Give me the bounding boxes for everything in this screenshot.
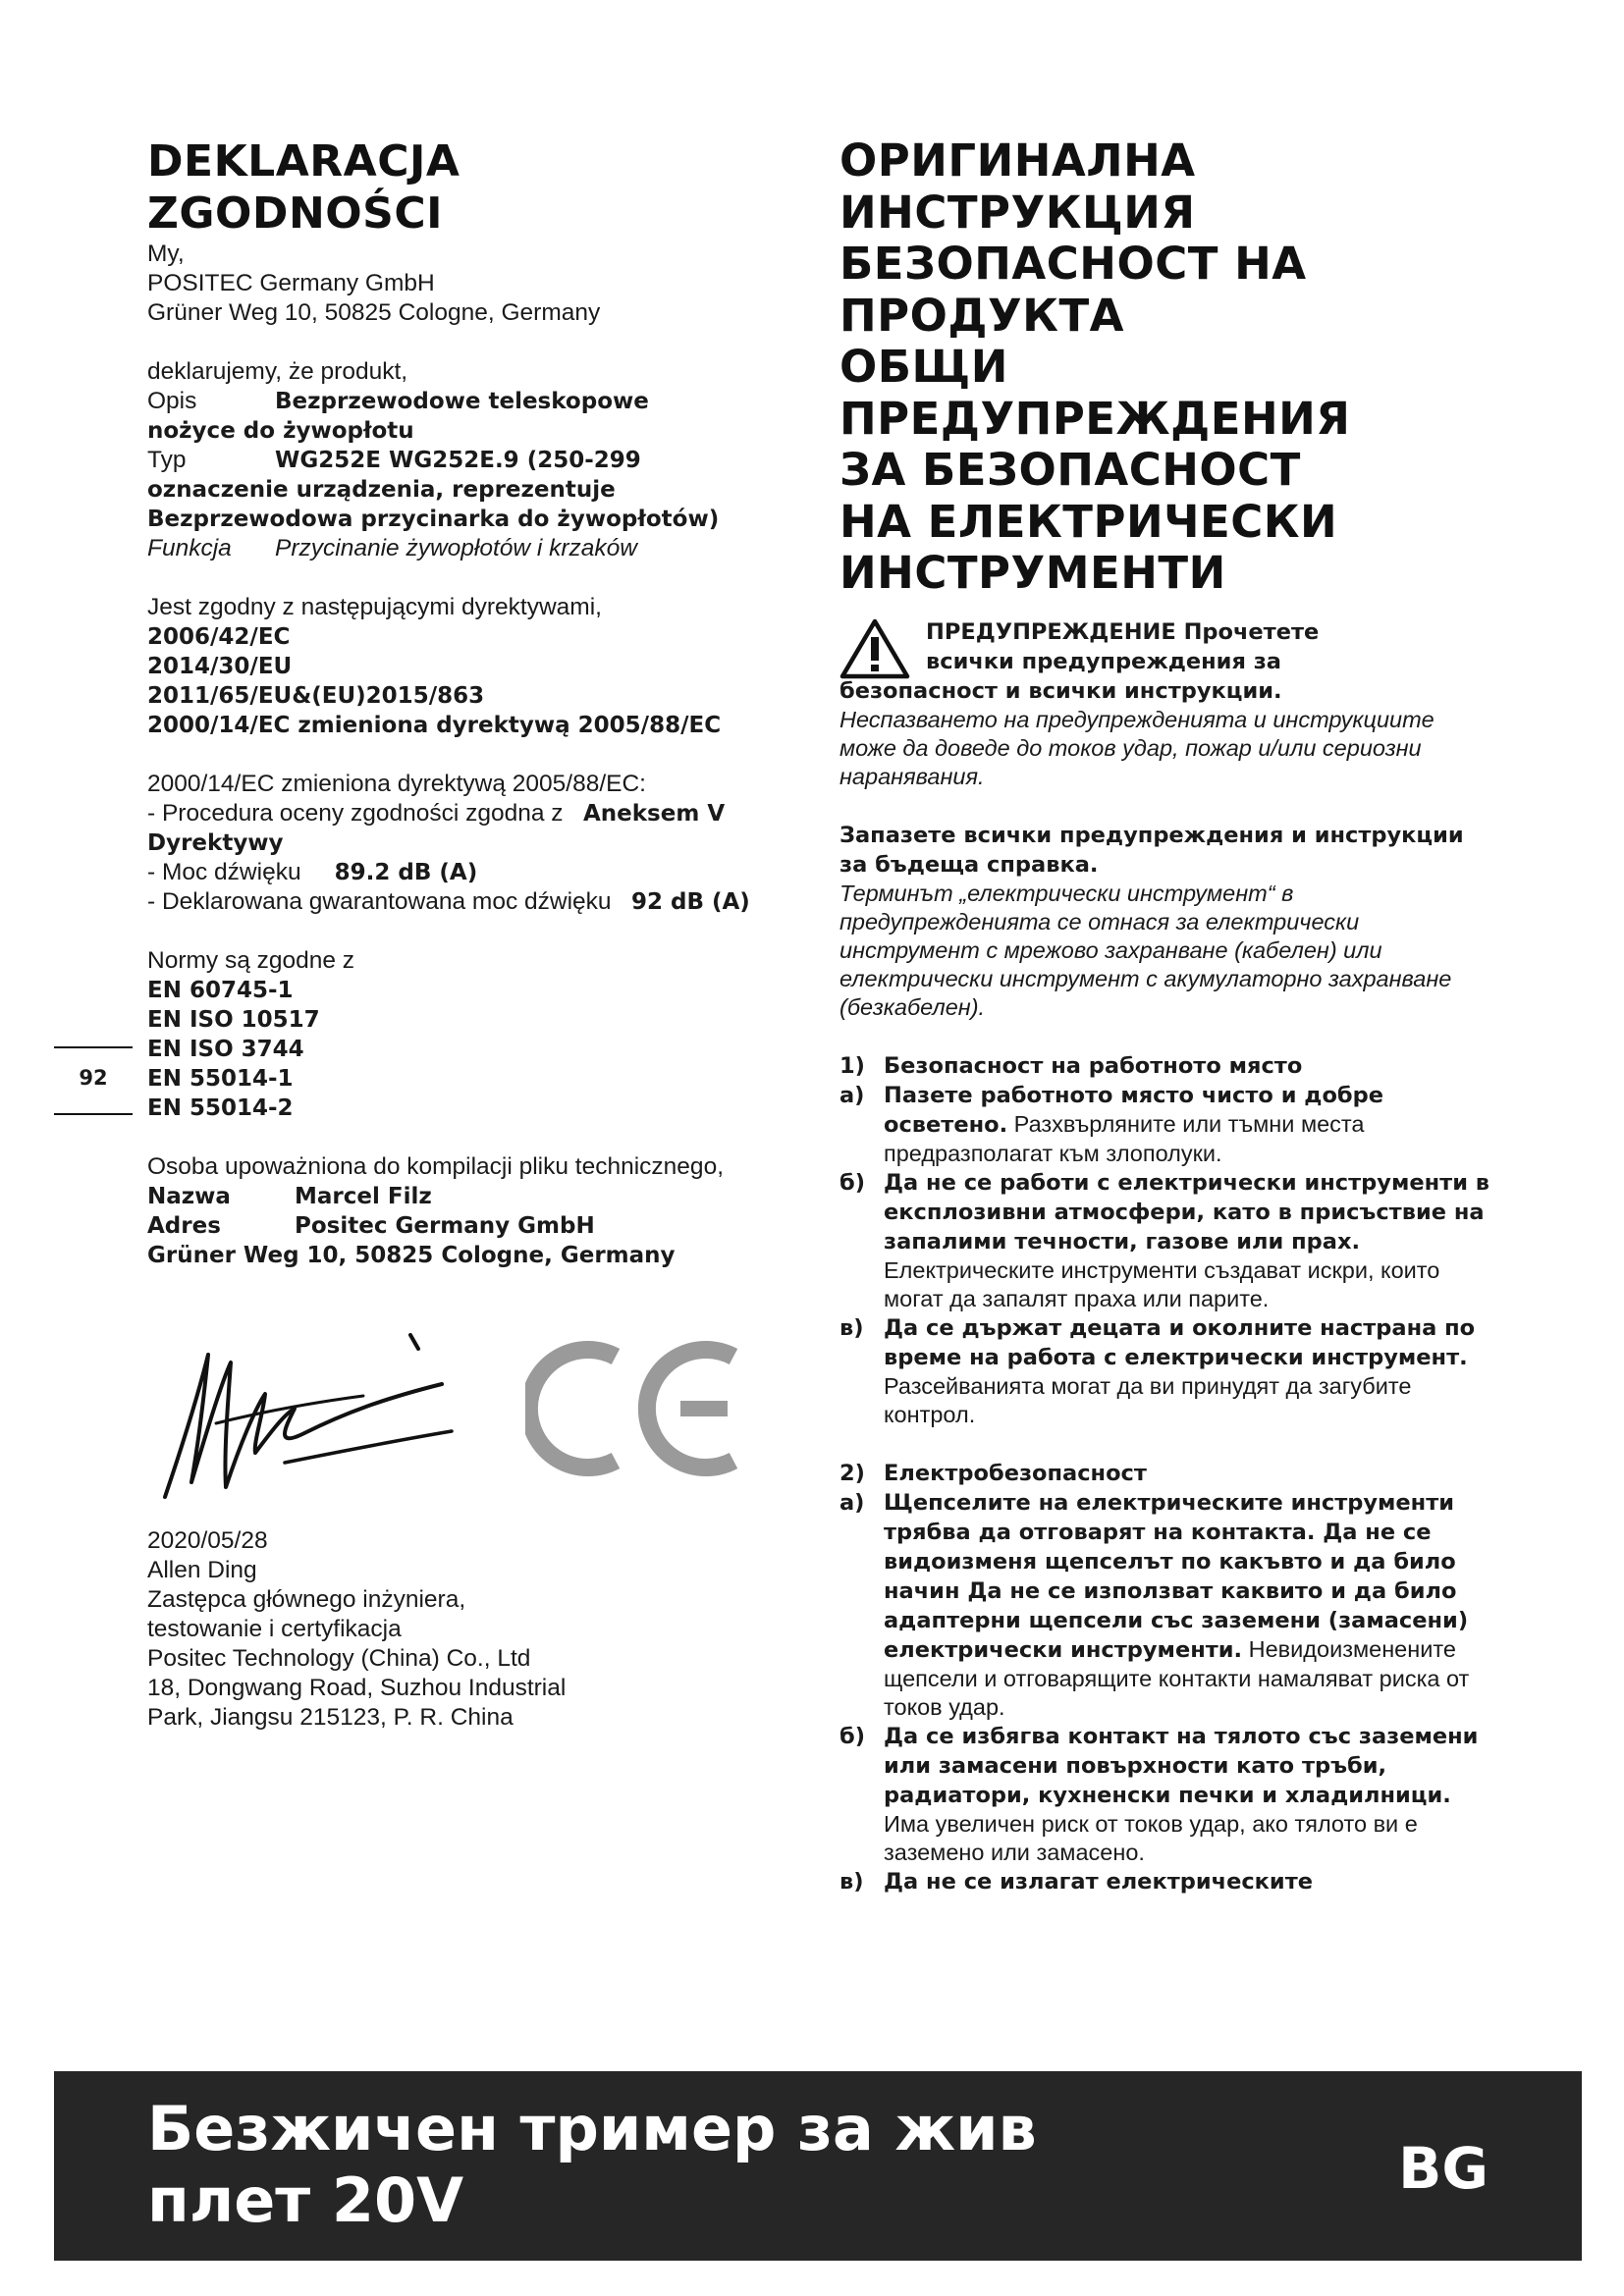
heading-line: ИНСТРУМЕНТИ [839, 547, 1226, 599]
warning-text: Неспазването на предупрежденията и инструкциите може да доведе до токов удар, пожар и/или сериозни наранявания. [839, 706, 1435, 789]
section-title: Безопасност на работното място [884, 1052, 1303, 1079]
norms-intro: Normy są zgodne z [147, 947, 355, 974]
page-number-marker [54, 1046, 133, 1115]
directive-item: 2014/30/EU [147, 654, 293, 679]
declare-line: deklarujemy, że produkt, [147, 358, 408, 385]
rule-marker: в) [839, 1868, 864, 1895]
keep-instructions: Запазете всички предупреждения и инструкции за бъдеща справка. [839, 822, 1464, 878]
rule-bold: Да не се излагат електрическите [884, 1868, 1314, 1895]
signer-details [147, 1556, 795, 1733]
rule-bold: Щепселите на електрическите инструменти трябва да отговарят на контакта. Да не се видоизменя щепселът по какъвто и да било начин Да не се използват каквито и да било адаптерни щепсели със заземени (замасени) електрически инструменти. [884, 1489, 1469, 1663]
declaration-heading [147, 135, 795, 240]
rule-1b [839, 1168, 1497, 1313]
funkcja-value: Przycinanie żywopłotów i krzaków [275, 535, 637, 561]
manufacturer-block [147, 240, 795, 328]
signer-line: testowanie i certyfikacja [147, 1616, 402, 1642]
rule-text: Електрическите инструменти създават искри, които могат да запалят праха или парите. [884, 1256, 1440, 1311]
rule-2b [839, 1722, 1497, 1867]
heading-line: ПРОДУКТА [839, 289, 1124, 342]
funkcja-row [147, 534, 795, 563]
norm-item: EN ISO 10517 [147, 1007, 320, 1033]
signer-block [147, 1526, 795, 1733]
adres-line: Grüner Weg 10, 50825 Cologne, Germany [147, 1243, 676, 1268]
rule-bold: Пазете работното място чисто и добре осветено. [884, 1082, 1384, 1138]
heading-line: ЗА БЕЗОПАСНОСТ [839, 444, 1301, 496]
rule-bold: Да не се работи с електрически инструменти в експлозивни атмосфери, като в присъствие на запалими течности, газове или прах. [884, 1169, 1490, 1255]
opis-value-cont: nożyce do żywopłotu [147, 418, 414, 444]
intro-line: POSITEC Germany GmbH [147, 270, 435, 296]
declaration-column [147, 135, 795, 1270]
noise-power [147, 858, 795, 887]
rule-text: Разсейванията могат да ви принудят да загубите контрол. [884, 1372, 1412, 1427]
typ-row [147, 446, 795, 534]
norm-item: EN 55014-2 [147, 1095, 294, 1121]
warning-title-line: всички предупреждения за [926, 648, 1281, 674]
typ-value: WG252E WG252E.9 (250-299 [275, 448, 641, 473]
safety-column [839, 135, 1497, 1896]
typ-value-cont: Bezprzewodowa przycinarka do żywopłotów) [147, 507, 720, 532]
rule-2a [839, 1488, 1497, 1722]
opis-value: Bezprzewodowe teleskopowe [275, 389, 649, 414]
directive-item: 2006/42/EC [147, 624, 291, 650]
noise-intro: 2000/14/EC zmieniona dyrektywą 2005/88/EC: [147, 771, 646, 797]
term-definition: Терминът „електрически инструмент“ в предупрежденията се отнася за електрически инструмент с мрежово захранване (кабелен) или електрически инструмент с акумулаторно захранване (безкабелен). [839, 880, 1452, 1020]
norms-list [147, 976, 795, 1123]
rule-marker: б) [839, 1169, 865, 1196]
heading-line: ZGODNOŚCI [147, 188, 444, 239]
funkcja-label: Funkcja [147, 535, 232, 561]
directive-item: 2011/65/EU&(EU)2015/863 [147, 683, 485, 709]
warning-block [839, 617, 1497, 791]
rule-marker: а) [839, 1489, 865, 1516]
language-code: BG [1398, 2135, 1489, 2202]
footer-banner [54, 2071, 1582, 2261]
directive-list [147, 622, 795, 740]
rule-1c [839, 1313, 1497, 1429]
intro-line: Grüner Weg 10, 50825 Cologne, Germany [147, 299, 601, 326]
typ-label: Typ [147, 447, 187, 473]
rule-text: Невидоизменените щепсели и отговарящите контакти намаляват риска от токов удар. [884, 1635, 1470, 1720]
signature-image [147, 1315, 461, 1512]
rule-text: Има увеличен риск от токов удар, ако тялото ви е заземено или замасено. [884, 1810, 1418, 1865]
noise-guaranteed-value: 92 dB (A) [630, 889, 750, 915]
person-details [147, 1182, 795, 1270]
section-title: Електробезопасност [884, 1460, 1147, 1486]
rule-2c [839, 1867, 1497, 1896]
noise-power-value: 89.2 dB (A) [334, 860, 478, 885]
norm-item: EN 55014-1 [147, 1066, 294, 1092]
warning-title-line: ПРЕДУПРЕЖДЕНИЕ Прочетете [926, 618, 1320, 645]
heading-line: ИНСТРУКЦИЯ [839, 186, 1196, 239]
section-marker: 2) [839, 1460, 865, 1486]
page-number: 92 [79, 1066, 108, 1090]
heading-line: ОРИГИНАЛНА [839, 134, 1196, 187]
signer-line: Park, Jiangsu 215123, P. R. China [147, 1704, 514, 1731]
section-2-title [839, 1459, 1497, 1488]
noise-procedure-value-cont: Dyrektywy [147, 830, 284, 856]
opis-row [147, 387, 795, 446]
heading-line: НА ЕЛЕКТРИЧЕСКИ [839, 495, 1338, 548]
rule-bold: Да се държат децата и околните настрана по време на работа с електрически инструмент. [884, 1314, 1476, 1370]
heading-line: ПРЕДУПРЕЖДЕНИЯ [839, 392, 1351, 445]
noise-guaranteed-label: - Deklarowana gwarantowana moc dźwięku [147, 888, 612, 915]
rule-bold: Да се избягва контакт на тялото със заземени или замасени повърхности като тръби, радиатори, кухненски печки и хладилници. [884, 1723, 1479, 1808]
rule-marker: а) [839, 1082, 865, 1108]
person-intro: Osoba upoważniona do kompilacji pliku technicznego, [147, 1153, 724, 1180]
nazwa-label: Nazwa [147, 1184, 231, 1209]
directive-item: 2000/14/EC zmieniona dyrektywą 2005/88/EC [147, 713, 722, 738]
signer-line: Zastępca głównego inżyniera, [147, 1586, 466, 1613]
norm-item: EN ISO 3744 [147, 1037, 304, 1062]
ce-mark [525, 1335, 751, 1482]
section-1-title [839, 1051, 1497, 1081]
noise-procedure [147, 799, 795, 858]
noise-power-label: - Moc dźwięku [147, 859, 301, 885]
norm-item: EN 60745-1 [147, 978, 294, 1003]
rule-marker: в) [839, 1314, 864, 1341]
signature-date: 2020/05/28 [147, 1527, 268, 1554]
warning-triangle-icon [839, 617, 910, 680]
noise-procedure-value: Aneksem V [582, 801, 726, 827]
product-title-line: Безжичен тример за жив [147, 2093, 1037, 2164]
signer-line: Allen Ding [147, 1557, 257, 1583]
typ-value-cont: oznaczenie urządzenia, reprezentuje [147, 477, 616, 503]
adres-value: Positec Germany GmbH [295, 1213, 595, 1239]
rule-1a [839, 1081, 1497, 1168]
signer-line: Positec Technology (China) Co., Ltd [147, 1645, 531, 1672]
noise-guaranteed [147, 887, 795, 917]
rule-text: Разхвърляните или тъмни места предразполагат към злополуки. [884, 1110, 1365, 1166]
heading-line: ОБЩИ [839, 341, 1008, 393]
rule-marker: б) [839, 1723, 865, 1749]
intro-line: My, [147, 240, 185, 267]
directives-intro: Jest zgodny z następującymi dyrektywami, [147, 594, 602, 620]
product-title-line: плет 20V [147, 2164, 464, 2236]
signer-line: 18, Dongwang Road, Suzhou Industrial [147, 1675, 567, 1701]
heading-line: DEKLARACJA [147, 136, 460, 187]
noise-procedure-label: - Procedura oceny zgodności zgodna z [147, 800, 564, 827]
adres-label: Adres [147, 1213, 221, 1239]
opis-label: Opis [147, 388, 197, 414]
heading-line: БЕЗОПАСНОСТ НА [839, 238, 1307, 290]
warning-title-line: безопасност и всички инструкции. [839, 677, 1282, 704]
product-title [147, 2093, 1227, 2236]
safety-heading [839, 135, 1497, 600]
section-marker: 1) [839, 1052, 865, 1079]
nazwa-value: Marcel Filz [295, 1184, 432, 1209]
